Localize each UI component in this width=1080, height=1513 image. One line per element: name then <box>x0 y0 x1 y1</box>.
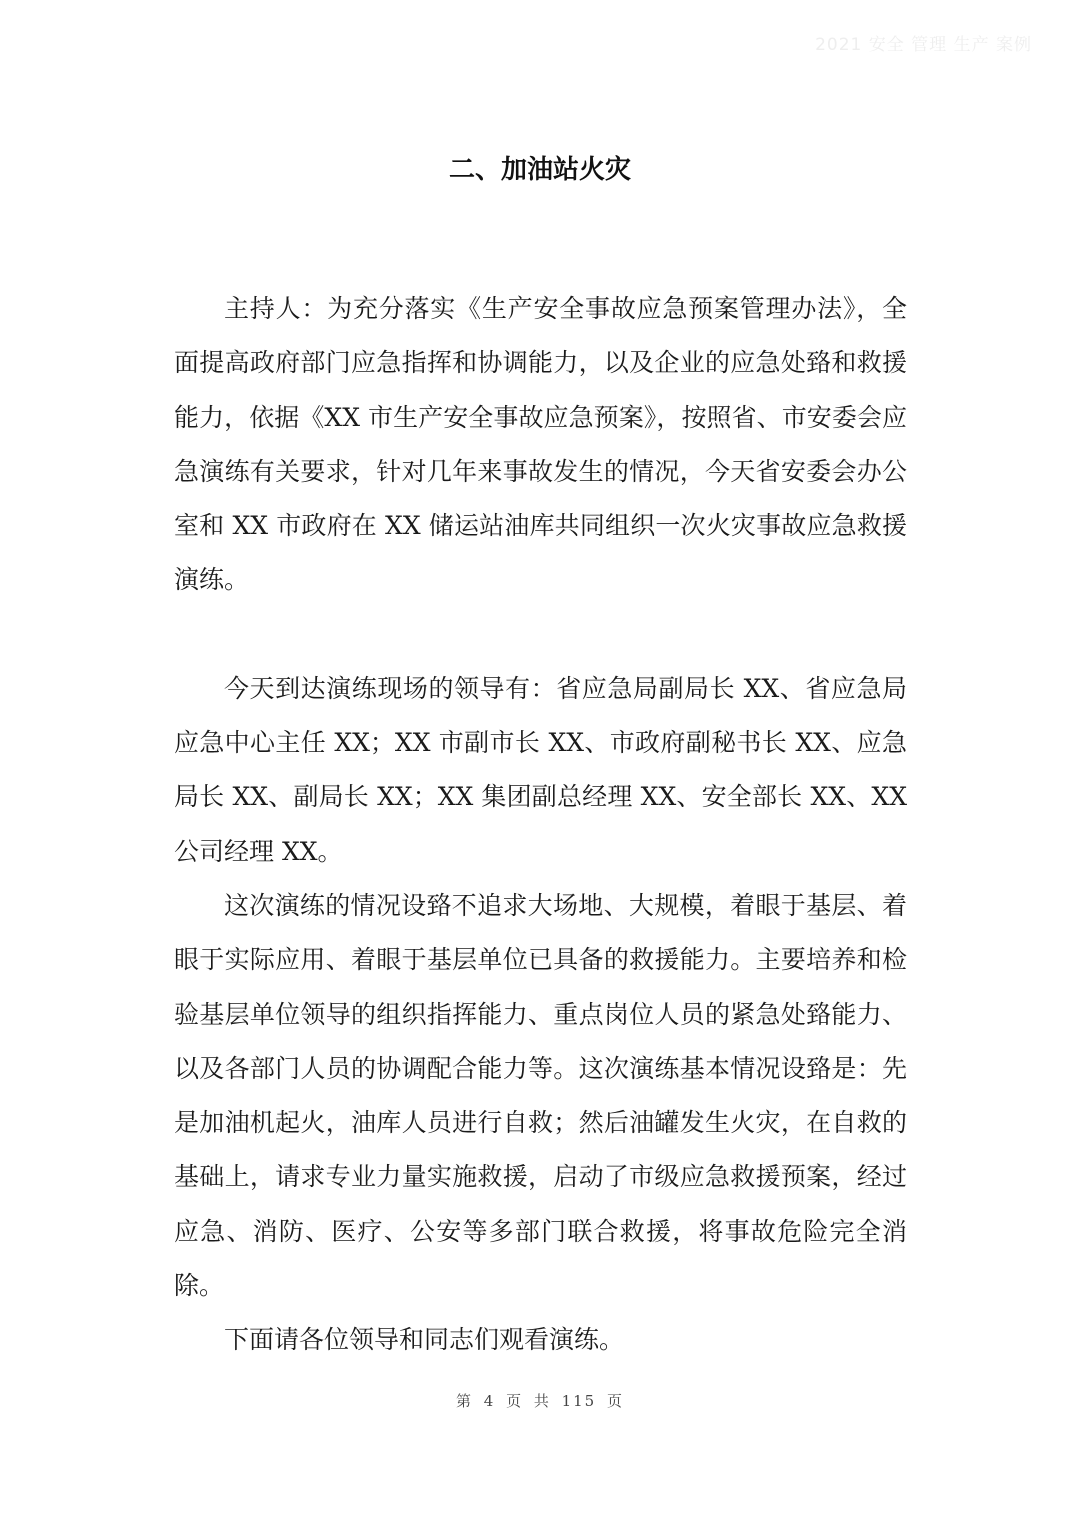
paragraph-host-intro: 主持人：为充分落实《生产安全事故应急预案管理办法》，全面提高政府部门应急指挥和协调能力，以及企业的应急处臵和救援能力，依据《XX 市生产安全事故应急预案》，按照省、市安委会应急演练有关要求，针对几年来事故发生的情况，今天省安委会办公室和 XX 市政府在 XX 储运站油库共同组织一次火灾事故应急救援演练。 <box>174 294 907 595</box>
paragraph-drill-setup: 这次演练的情况设臵不追求大场地、大规模，着眼于基层、着眼于实际应用、着眼于基层单位已具备的救援能力。主要培养和检验基层单位领导的组织指挥能力、重点岗位人员的紧急处臵能力、以及各部门人员的协调配合能力等。这次演练基本情况设臵是：先是加油机起火，油库人员进行自救；然后油罐发生火灾，在自救的基础上，请求专业力量实施救援，启动了市级应急救援预案，经过应急、消防、医疗、公安等多部门联合救援，将事故危险完全消除。 <box>174 890 907 1301</box>
document-body <box>174 282 907 1368</box>
watermark: 2021 安全 管理 生产 案例 <box>815 35 1032 55</box>
paragraph-closing: 下面请各位领导和同志们观看演练。 <box>224 1325 625 1355</box>
paragraph-leaders: 今天到达演练现场的领导有：省应急局副局长 XX、省应急局应急中心主任 XX；XX 市副市长 XX、市政府副秘书长 XX、应急局长 XX、副局长 XX；XX 集团副总经理 XX、安全部长 XX、XX 公司经理 XX。 <box>174 673 907 866</box>
page-number-footer: 第 4 页 共 115 页 <box>455 1392 624 1410</box>
page-title: 二、加油站火灾 <box>448 155 631 185</box>
